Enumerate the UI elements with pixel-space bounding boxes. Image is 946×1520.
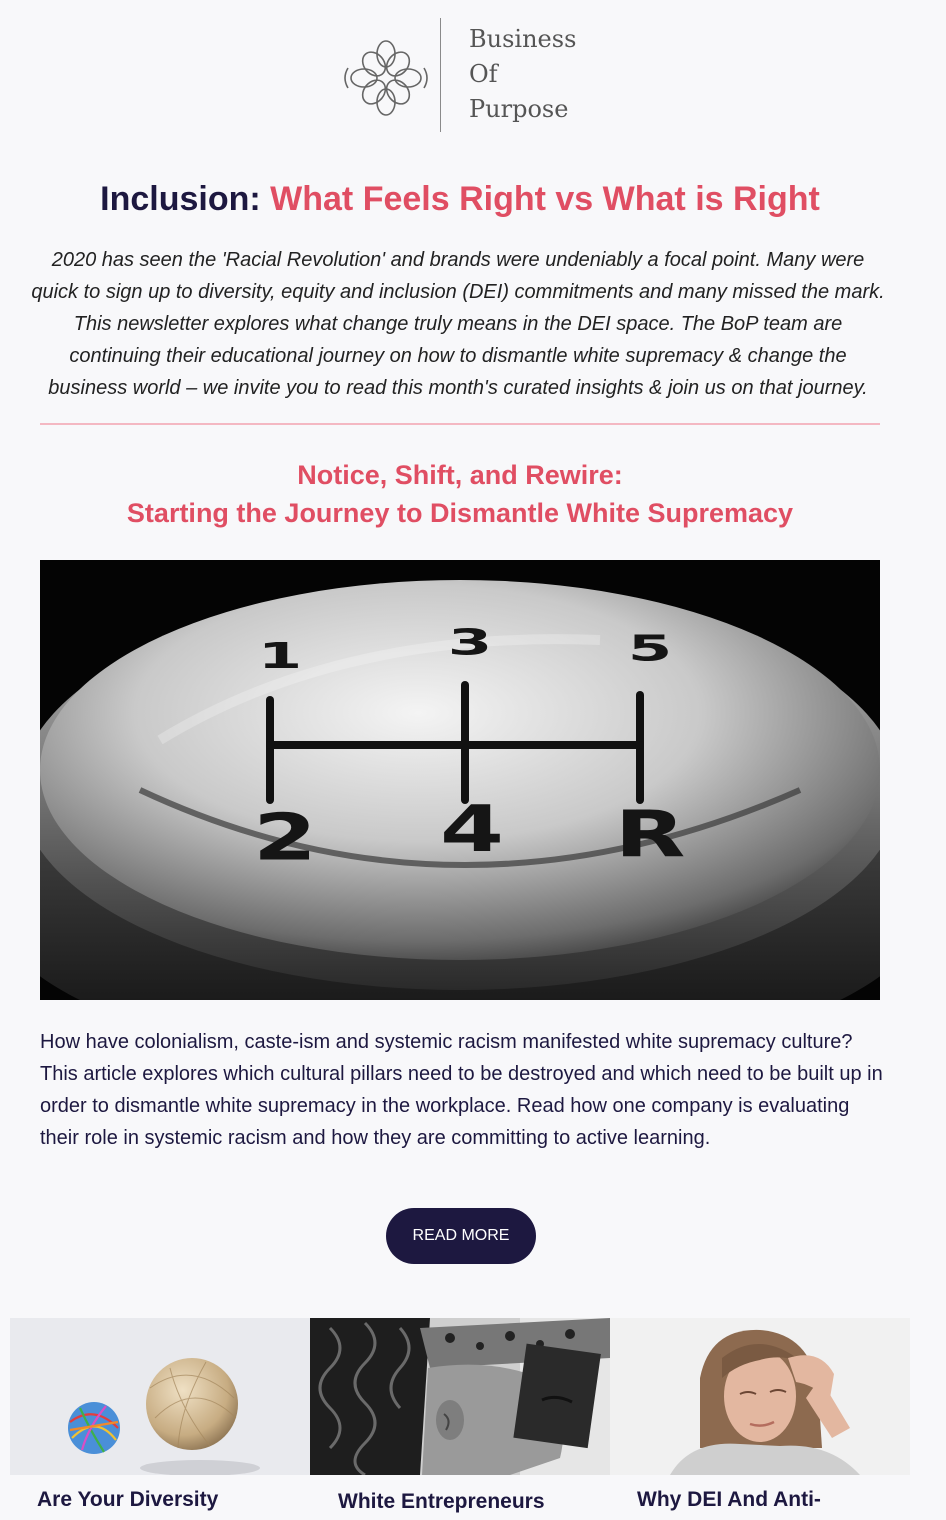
feature-title-line: Notice, Shift, and Rewire: — [297, 460, 623, 490]
gear-label-3: 3 — [447, 622, 493, 664]
gear-label-1: 1 — [257, 635, 303, 677]
feature-image[interactable] — [40, 560, 880, 1000]
gear-label-2: 2 — [252, 799, 318, 876]
headline-prefix: Inclusion: — [100, 180, 261, 218]
gear-knob-illustration — [40, 560, 880, 1000]
brand-name-line: Of — [469, 60, 498, 88]
article-card[interactable] — [10, 1318, 310, 1520]
article-card[interactable] — [610, 1318, 910, 1520]
card-image-portrait[interactable] — [310, 1318, 610, 1475]
headline-highlight: What Feels Right vs What is Right — [270, 180, 820, 218]
brand-name-line: Business — [469, 25, 577, 53]
section-divider — [40, 423, 880, 425]
card-title[interactable]: Why DEI And Anti- — [637, 1488, 821, 1511]
card-image-woman[interactable] — [610, 1318, 910, 1475]
read-more-button[interactable]: READ MORE — [386, 1208, 536, 1264]
gear-label-4: 4 — [439, 791, 505, 867]
brand-name-line: Purpose — [469, 95, 569, 123]
card-title[interactable]: White Entrepreneurs — [338, 1490, 545, 1513]
brand-logo[interactable] — [340, 18, 600, 134]
gear-label-r: R — [614, 796, 686, 872]
card-image-balls[interactable] — [10, 1318, 310, 1475]
feature-title-line: Starting the Journey to Dismantle White Supremacy — [126, 498, 794, 528]
intro-paragraph: 2020 has seen the 'Racial Revolution' and brands were undeniably a focal point. Many were quick to sign up to diversity, equity and inclusion (DEI) commitments and many missed the mark. This newsletter explores what change truly means in the DEI space. The BoP team are continuing their educational journey on how to dismantle white supremacy & change the business world – we invite you to read this month's curated insights & join us on that journey. — [31, 249, 885, 399]
logo-divider — [440, 18, 441, 132]
gear-label-5: 5 — [627, 628, 673, 670]
article-card[interactable] — [310, 1318, 610, 1520]
feature-summary: How have colonialism, caste-ism and systemic racism manifested white supremacy culture? This article explores which cultural pillars need to be destroyed and which need to be built up in order to dismantle white supremacy in the workplace. Read how one company is evaluating their role in systemic racism and how they are committing to active learning. — [40, 1031, 883, 1149]
card-title[interactable]: Are Your Diversity — [37, 1488, 219, 1511]
newsletter-headline — [0, 176, 920, 222]
brand-knot-icon — [340, 32, 432, 124]
brand-name — [469, 22, 576, 127]
feature-title[interactable] — [0, 456, 920, 532]
